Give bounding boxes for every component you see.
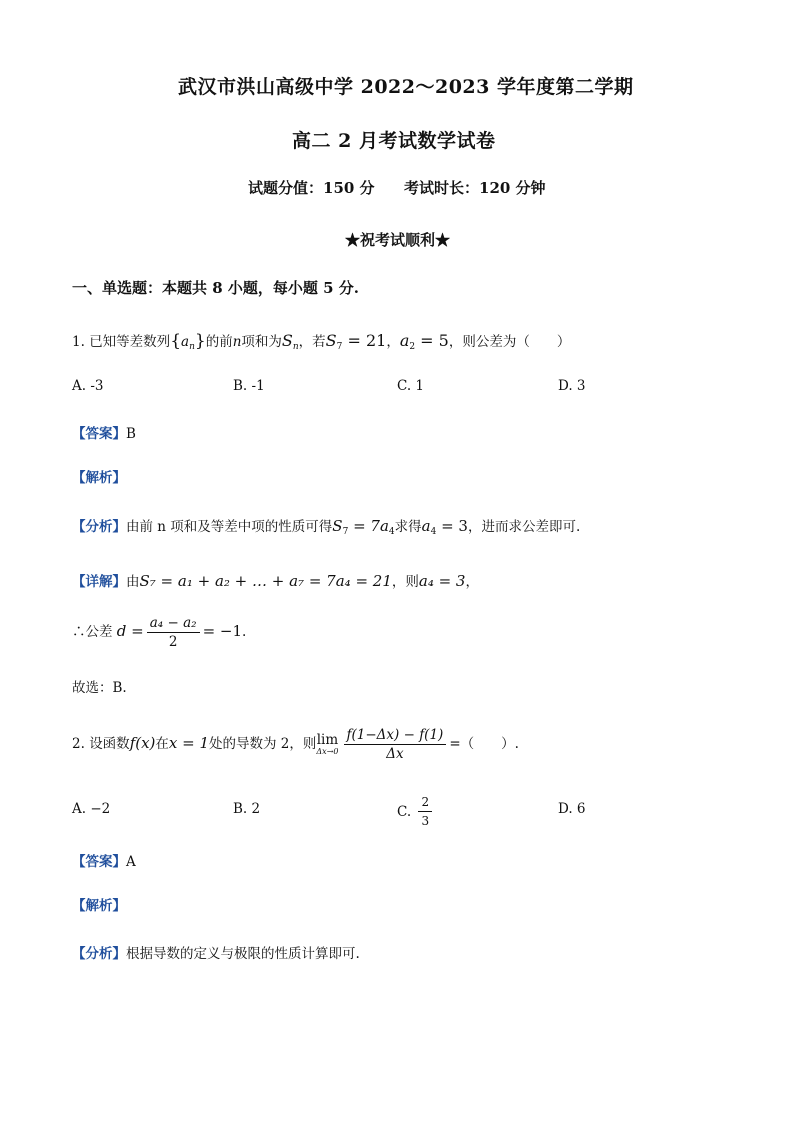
q1-option-b: B. -1 (233, 378, 265, 394)
q2-fenxi: 【分析】根据导数的定义与极限的性质计算即可. (72, 946, 360, 962)
q1-option-c: C. 1 (397, 378, 425, 394)
question-2-stem: 2. 设函数f(x)在x = 1处的导数为 2，则 lim Δx→0 $\frac{f(1-\Delta x) - f(1)}{\Delta x}$ =（ ）. (72, 727, 519, 762)
exam-blessing: ★祝考试顺利★ (345, 231, 451, 249)
question-number: 1. (72, 334, 85, 350)
q1-fenxi: 【分析】由前 n 项和及等差中项的性质可得$S_7 = 7a_4$求得$a_4 = 3$，进而求公差即可. (72, 517, 581, 537)
q1-analysis-tag: 【解析】 (72, 470, 126, 486)
q2-option-c: C. $\frac{2}{3}$ (397, 793, 435, 830)
q2-analysis-tag: 【解析】 (72, 898, 126, 914)
exam-title-line2: 高二 2 月考试数学试卷 (292, 130, 496, 152)
exam-score-info: 试题分值：150 分 (248, 179, 375, 197)
section-heading: 一、单选题：本题共 8 小题，每小题 5 分. (72, 279, 359, 297)
exam-title-line1: 武汉市洪山高级中学 2022～2023 学年度第二学期 (178, 76, 634, 98)
limit-fraction: $\frac{f(1-\Delta x) - f(1)}{\Delta x}$ (344, 726, 447, 763)
q1-option-a: A. -3 (72, 378, 104, 394)
question-number: 2. (72, 736, 85, 752)
q2-option-a: A. −2 (72, 801, 111, 817)
q1-option-d: D. 3 (558, 378, 586, 394)
q2-answer: 【答案】A (72, 854, 136, 870)
d-fraction: $\frac{\text{a₄ − a₂}}{2}$ (147, 614, 200, 651)
option-c-fraction: $\frac{2}{3}$ (418, 793, 432, 830)
q1-conclusion: 故选：B. (72, 680, 127, 696)
exam-time-info: 考试时长：120 分钟 (404, 179, 546, 197)
q1-xiangjie: 【详解】由S₇ = a₁ + a₂ + … + a₇ = 7a₄ = 21，则a₄ = 3， (72, 572, 479, 590)
q2-option-b: B. 2 (233, 801, 261, 817)
limit-operator: lim Δx→0 (316, 732, 339, 756)
q1-common-difference: ∴公差 d = $\frac{\text{a₄ − a₂}}{2}$ = −1. (72, 615, 247, 650)
question-1-stem: 1. 已知等差数列$\{a_n\}$的前n项和为$S_n$，若$S_7 = 21$，$a_2 = 5$，则公差为（ ） (72, 331, 571, 352)
q1-answer: 【答案】B (72, 426, 136, 442)
q2-option-d: D. 6 (558, 801, 586, 817)
